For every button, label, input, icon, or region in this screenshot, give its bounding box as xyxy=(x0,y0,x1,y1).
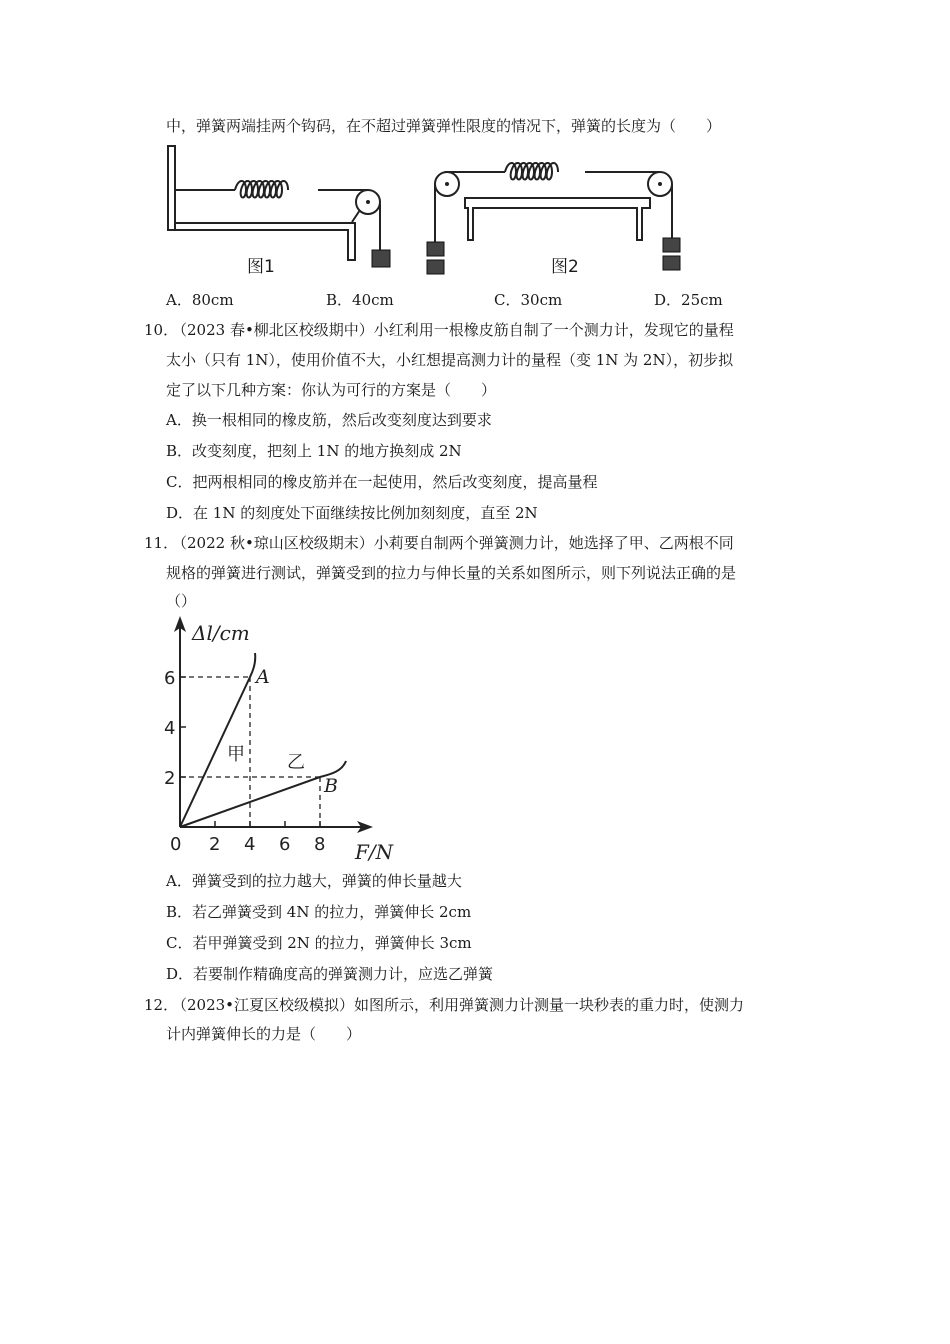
spring-figure-1 xyxy=(160,140,400,280)
fig2-caption: 图2 xyxy=(551,257,579,277)
force-extension-graph xyxy=(160,610,410,865)
y-tick-label: 4 xyxy=(164,718,176,739)
curve-a-name: 甲 xyxy=(227,744,245,765)
x-tick-label: 6 xyxy=(279,834,291,855)
series-yi-line xyxy=(180,761,346,827)
q9-stem-tail: 中，弹簧两端挂两个钩码，在不超过弹簧弹性限度的情况下，弹簧的长度为（ ） xyxy=(166,117,722,135)
point-a-label: A xyxy=(256,666,270,688)
q12-stem-line-1: （2023•江夏区校级模拟）如图所示，利用弹簧测力计测量一块秒表的重力时，使测力 xyxy=(172,996,745,1014)
q9-option-b: B．40cm xyxy=(326,291,394,309)
x-tick-label: 2 xyxy=(209,834,221,855)
q11-option-d: D．若要制作精确度高的弹簧测力计，应选乙弹簧 xyxy=(166,965,494,983)
q10-option-d: D．在 1N 的刻度处下面继续按比例加刻刻度，直至 2N xyxy=(166,504,538,522)
q11-option-c: C．若甲弹簧受到 2N 的拉力，弹簧伸长 3cm xyxy=(166,934,472,952)
y-axis-label: Δl/cm xyxy=(192,621,250,645)
q10-stem-line-2: 太小（只有 1N），使用价值不大，小红想提高测力计的量程（变 1N 为 2N），初步拟 xyxy=(166,351,734,369)
q10-option-a: A．换一根相同的橡皮筋，然后改变刻度达到要求 xyxy=(166,411,492,429)
y-tick-label: 2 xyxy=(164,768,176,789)
q10-option-c: C．把两根相同的橡皮筋并在一起使用，然后改变刻度，提高量程 xyxy=(166,473,598,491)
q9-option-c: C．30cm xyxy=(494,291,563,309)
x-tick-label: 4 xyxy=(244,834,256,855)
q11-stem-line-3: （） xyxy=(166,592,197,610)
q11-number: 11． xyxy=(144,534,179,552)
q11-stem-line-1: （2022 秋•琼山区校级期末）小莉要自制两个弹簧测力计，她选择了甲、乙两根不同 xyxy=(172,534,734,552)
point-b-label: B xyxy=(324,775,338,797)
origin-label: 0 xyxy=(170,834,182,855)
q10-number: 10． xyxy=(144,321,179,339)
q10-option-b: B．改变刻度，把刻上 1N 的地方换刻成 2N xyxy=(166,442,462,460)
x-tick-label: 8 xyxy=(314,834,326,855)
fig1-caption: 图1 xyxy=(247,257,275,277)
q9-option-d: D．25cm xyxy=(654,291,723,309)
q12-stem-line-2: 计内弹簧伸长的力是（ ） xyxy=(166,1025,362,1043)
q11-stem-line-2: 规格的弹簧进行测试，弹簧受到的拉力与伸长量的关系如图所示，则下列说法正确的是 xyxy=(166,564,737,582)
q10-stem-line-3: 定了以下几种方案：你认为可行的方案是（ ） xyxy=(166,381,497,399)
q10-stem-line-1: （2023 春•柳北区校级期中）小红利用一根橡皮筋自制了一个测力计，发现它的量程 xyxy=(172,321,734,339)
curve-b-name: 乙 xyxy=(287,752,305,773)
y-tick-label: 6 xyxy=(164,668,176,689)
series-jia-line xyxy=(180,653,255,827)
q11-option-b: B．若乙弹簧受到 4N 的拉力，弹簧伸长 2cm xyxy=(166,903,472,921)
x-axis-label: F/N xyxy=(355,840,394,864)
q9-option-a: A．80cm xyxy=(166,291,234,309)
q12-number: 12． xyxy=(144,996,179,1014)
q11-option-a: A．弹簧受到的拉力越大，弹簧的伸长量越大 xyxy=(166,872,462,890)
